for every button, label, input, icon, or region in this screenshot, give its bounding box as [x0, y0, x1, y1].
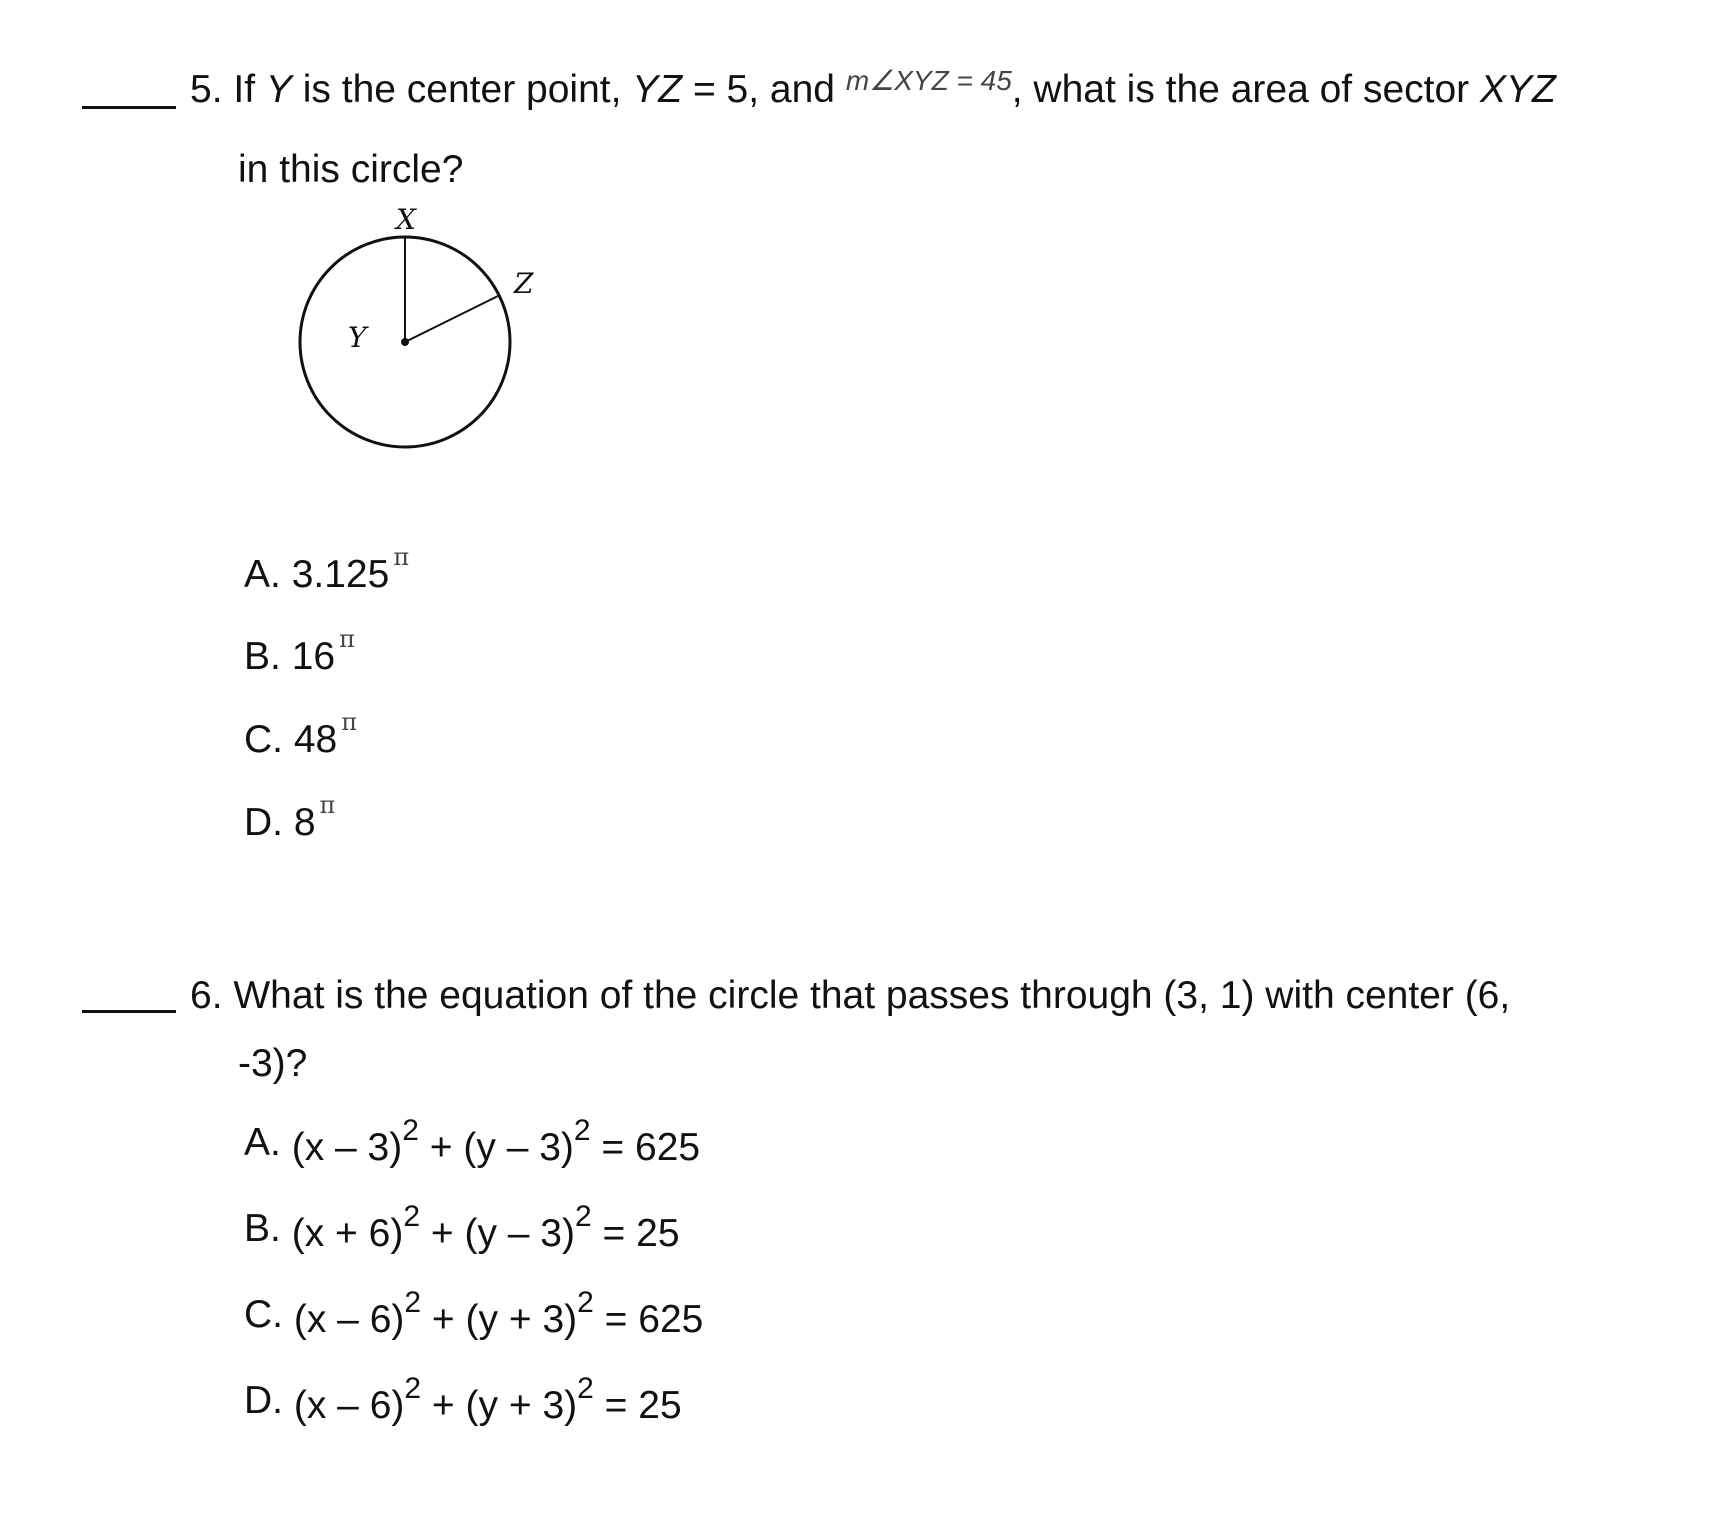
answer-blank-q6[interactable]	[82, 1010, 176, 1013]
label-y: Y	[348, 321, 367, 354]
answer-blank-q5[interactable]	[82, 106, 176, 109]
label-x: X	[396, 205, 416, 236]
q5-choice-a[interactable]: A. 3.125 $^\pi$	[244, 543, 410, 596]
q6-choice-c[interactable]: C. $(x - 6)^2 + (y + 3)^2 = 625$	[244, 1286, 704, 1341]
q5-stem-line2: in this circle?	[238, 148, 464, 191]
circle-diagram	[290, 205, 550, 455]
q5-choice-c[interactable]: C. 48 $^\pi$	[244, 708, 358, 761]
pi-symbol: π	[339, 625, 355, 653]
radius-yz	[405, 296, 498, 342]
q6-number: 6.	[190, 974, 223, 1017]
pi-symbol: π	[341, 708, 358, 736]
q5-stem-line1: 5. If Y is the center point, YZ = 5, and $^{m\angle XYZ = 45}$, what is the area of sector XYZ	[190, 65, 1556, 111]
angle-expression: m∠XYZ = 45	[845, 65, 1012, 96]
q6-stem-line2: -3)?	[238, 1042, 308, 1085]
q6-stem-line1: 6. What is the equation of the circle that passes through (3, 1) with center (6,	[190, 974, 1511, 1017]
pi-symbol: π	[319, 791, 336, 819]
center-point	[401, 338, 409, 346]
q5-choice-b[interactable]: B. 16 $^\pi$	[244, 625, 355, 678]
q6-choice-d[interactable]: D. $(x - 6)^2 + (y + 3)^2 = 25$	[244, 1372, 682, 1427]
pi-symbol: π	[393, 543, 410, 571]
q5-number: 5.	[190, 68, 223, 111]
q5-choice-d[interactable]: D. 8 $^\pi$	[244, 791, 336, 844]
q6-choice-a[interactable]: A. (x – 3)$^2$ + (y – 3)$^2$ = 625	[244, 1114, 701, 1169]
q6-choice-b[interactable]: B. $(x + 6)^2 + (y - 3)^2 = 25$	[244, 1200, 680, 1255]
label-z: Z	[514, 267, 534, 300]
